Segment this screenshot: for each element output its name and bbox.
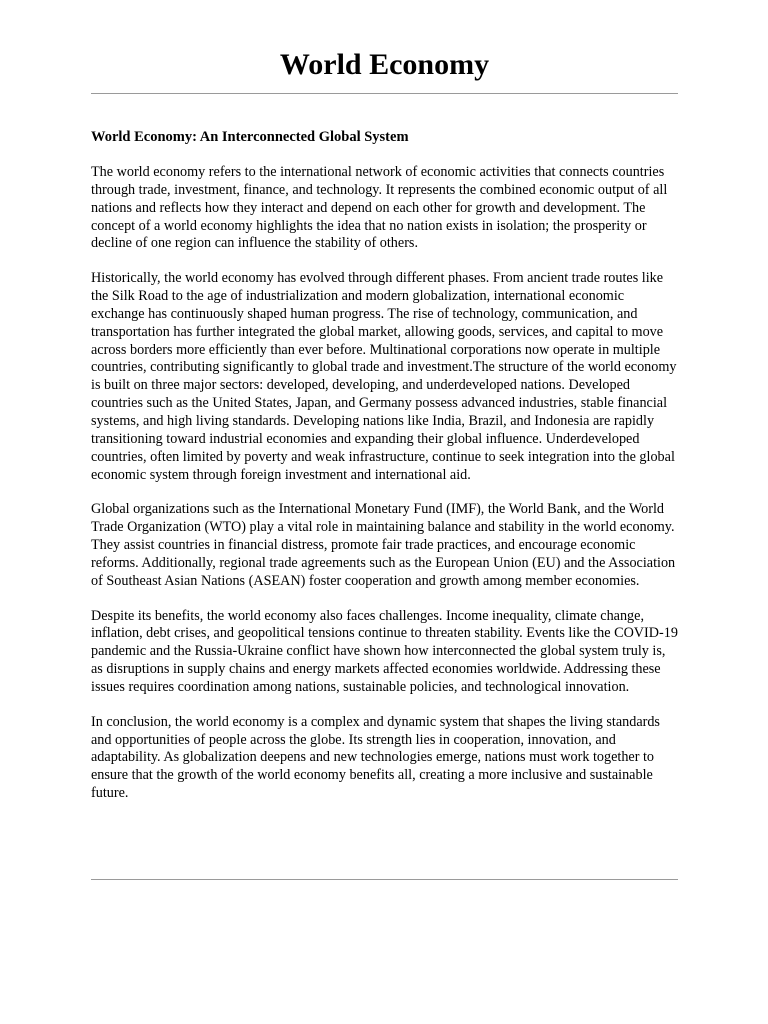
paragraph-5: In conclusion, the world economy is a complex and dynamic system that shapes the living standards and opportunities of people across the globe. Its strength lies in cooperation, innovation, and adaptability. As globalization deepens and new technologies emerge, nations must work together to ensure that the growth of the world economy benefits all, creating a more inclusive and sustainable future. [91,713,660,802]
page-title: World Economy [279,48,490,81]
paragraph-4: Despite its benefits, the world economy also faces challenges. Income inequality, climate change, inflation, debt crises, and geopolitical tensions continue to threaten stability. Events like the COVID-19 pandemic and the Russia-Ukraine conflict have shown how interconnected the global system truly is, as disruptions in supply chains and energy markets affected economies worldwide. Addressing these issues requires coordination among nations, sustainable policies, and technological innovation. [91,607,678,695]
paragraph-2: Historically, the world economy has evolved through different phases. From ancient trade routes like the Silk Road to the age of industrialization and modern globalization, international economic exchange has continuously shaped human progress. The rise of technology, communication, and transportation has further integrated the global market, allowing goods, services, and capital to move across borders more efficiently than ever before. Multinational corporations now operate in multiple countries, contributing significantly to global trade and investment.The structure of the world economy is built on three major sectors: developed, developing, and underdeveloped nations. Developed countries such as the United States, Japan, and Germany possess advanced industries, stable financial systems, and high living standards. Developing nations like India, Brazil, and Indonesia are rapidly transitioning toward industrial economies and expanding their global influence. Underdeveloped countries, often limited by poverty and weak infrastructure, continue to seek integration into the global economic system through foreign investment and international aid. [91,270,677,483]
paragraph-1: The world economy refers to the international network of economic activities that connects countries through trade, investment, finance, and technology. It represents the combined economic output of all nations and reflects how they interact and depend on each other for growth and development. The concept of a world economy highlights the idea that no nation exists in isolation; the prosperity or decline of one region can influence the stability of others. [91,164,668,252]
top-divider [91,93,678,94]
section-heading: World Economy: An Interconnected Global System [91,129,409,145]
document-body [91,128,678,820]
paragraph-3: Global organizations such as the International Monetary Fund (IMF), the World Bank, and the World Trade Organization (WTO) play a vital role in maintaining balance and stability in the world economy. They assist countries in financial distress, promote fair trade practices, and encourage economic reforms. Additionally, regional trade agreements such as the European Union (EU) and the Association of Southeast Asian Nations (ASEAN) foster cooperation and growth among member economies. [91,501,676,589]
bottom-divider [91,879,678,880]
